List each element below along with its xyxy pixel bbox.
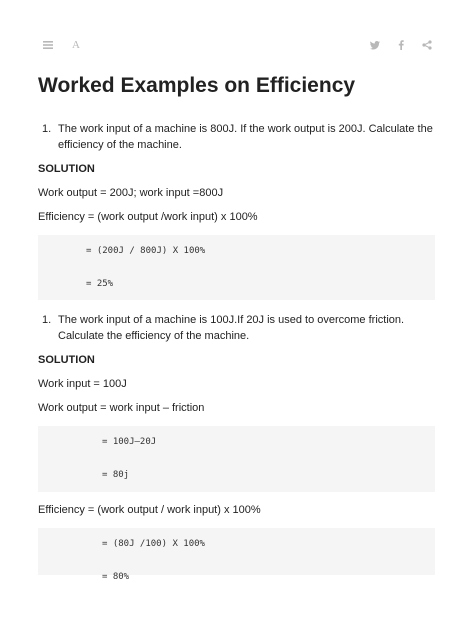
solution-line: Work output = work input – friction [38, 402, 205, 414]
code-line: = 80% [102, 572, 130, 582]
code-block [38, 235, 435, 300]
list-item [38, 121, 438, 153]
solution-heading: SOLUTION [38, 354, 95, 366]
list-number: 1. [42, 123, 52, 135]
top-toolbar [0, 36, 474, 54]
font-a-icon[interactable] [70, 36, 82, 54]
solution-line: Work output = 200J; work input =800J [38, 187, 224, 199]
page-title: Worked Examples on Efficiency [38, 74, 356, 97]
question-text: The work input of a machine is 100J.If 20J is used to overcome friction. Calculate the efficiency of the machine. [58, 314, 405, 342]
share-icon[interactable] [421, 36, 433, 54]
code-line: = 100J–20J [102, 437, 157, 447]
code-line: = (80J /100) X 100% [102, 539, 205, 549]
solution-line: Work input = 100J [38, 378, 127, 390]
solution-line: Efficiency = (work output / work input) x 100% [38, 504, 261, 516]
question-text: The work input of a machine is 800J. If the work output is 200J. Calculate the efficiency of the machine. [58, 123, 433, 151]
code-line: = 80j [102, 470, 130, 480]
facebook-icon[interactable] [395, 36, 407, 54]
menu-icon[interactable] [42, 36, 54, 54]
twitter-icon[interactable] [368, 36, 382, 54]
code-line: = (200J / 800J) X 100% [86, 246, 206, 256]
code-block [38, 426, 435, 492]
solution-heading: SOLUTION [38, 163, 95, 175]
code-line: = 25% [86, 279, 114, 289]
code-block [38, 528, 435, 582]
font-size-label: A [72, 39, 80, 51]
solution-line: Efficiency = (work output /work input) x 100% [38, 211, 258, 223]
list-number: 1. [42, 314, 52, 326]
list-item [38, 312, 438, 344]
